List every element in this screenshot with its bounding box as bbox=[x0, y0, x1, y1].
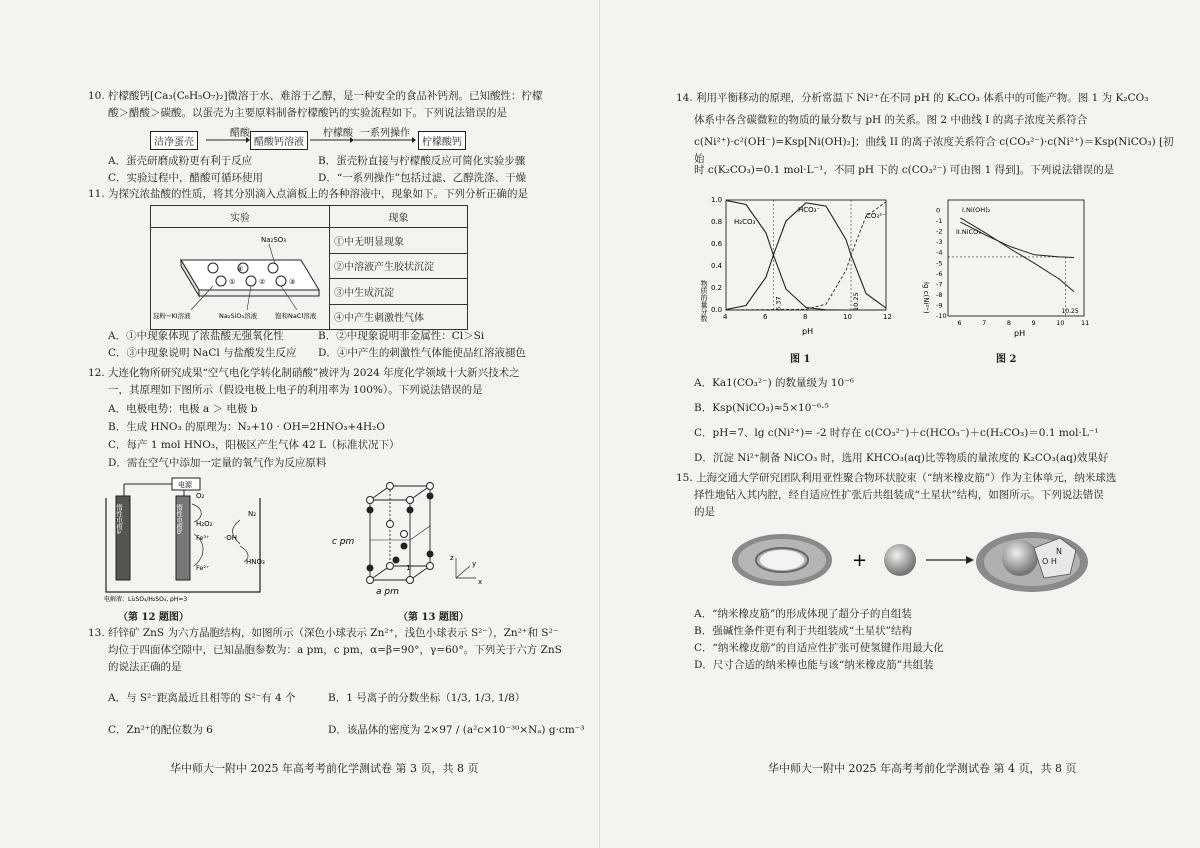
q13-option-b: B．1 号离子的分数坐标（1/3, 1/3, 1/8） bbox=[328, 692, 526, 704]
label-c-pm: c pm bbox=[332, 537, 355, 547]
label-electrode-b: 惰性电极b bbox=[175, 504, 183, 535]
fig2-x-tick: 8 bbox=[1006, 319, 1011, 327]
saturn-assembly-figure bbox=[730, 520, 1090, 600]
nanosphere bbox=[884, 544, 916, 576]
q12-option-c: C．每产 1 mol HNO₃，阳极区产生气体 42 L（标准状况下） bbox=[108, 439, 400, 451]
flow-box-eggshell: 洁净蛋壳 bbox=[150, 131, 198, 150]
label-well-4: ④ bbox=[237, 265, 244, 273]
q13-option-c: C．Zn²⁺的配位数为 6 bbox=[108, 724, 213, 736]
label-axis-x: x bbox=[478, 578, 483, 586]
q15-option-d: D．尺寸合适的纳米棒也能与该“纳米橡皮筋”共组装 bbox=[694, 659, 934, 671]
fig2-y-tick: -5 bbox=[936, 259, 943, 268]
q11-option-a: A．①中现象体现了浓盐酸无强氧化性 bbox=[108, 330, 284, 342]
fig1-y-tick: 0.4 bbox=[711, 262, 723, 270]
q14-option-c: C．pH=7、lg c(Ni²⁺)= -2 时存在 c(CO₃²⁻)＋c(HCO₃⁻)＋c(H₂CO₃)＝0.1 mol·L⁻¹ bbox=[694, 427, 1099, 439]
nanoring-micelle bbox=[732, 534, 832, 586]
fig1-y-tick: 1.0 bbox=[711, 196, 723, 204]
q15-option-c: C．“纳米橡皮筋”的自适应性扩张可使氢键作用最大化 bbox=[694, 642, 944, 654]
fig2-y-tick: -4 bbox=[936, 248, 943, 257]
figure-1-chart bbox=[698, 190, 894, 340]
fig2-y-tick: -1 bbox=[936, 217, 943, 226]
fig1-pka-label: 6.37 bbox=[774, 296, 783, 311]
q14-option-a: A．Ka1(CO₃²⁻) 的数量级为 10⁻⁶ bbox=[694, 377, 854, 389]
q13-stem-3: 的说法正确的是 bbox=[108, 661, 182, 673]
fig2-y-axis-label: lg c(Ni²⁺) bbox=[922, 282, 930, 314]
fig1-pka-label: 10.25 bbox=[852, 292, 860, 311]
label-axis-y: y bbox=[472, 560, 477, 568]
flow-arrow-3 bbox=[354, 136, 416, 144]
label-ion-1: 1 bbox=[406, 564, 411, 572]
electrolysis-figure bbox=[100, 474, 278, 602]
fig2-x-tick: 9 bbox=[1031, 319, 1036, 327]
fig2-plot-frame bbox=[948, 200, 1084, 316]
q15-stem-1: 15. 上海交通大学研究团队利用亚性聚合物环状胶束（“纳米橡皮筋”）作为主体单元，纳米球选 bbox=[676, 472, 1117, 484]
q14-stem-3: c(Ni²⁺)·c²(OH⁻)=Ksp[Ni(OH)₂]；曲线 II 的离子浓度关系符合 c(CO₃²⁻)·c(Ni²⁺)＝Ksp(NiCO₃) [初始 bbox=[694, 136, 1174, 165]
fig1-y-tick: 0.2 bbox=[711, 284, 723, 292]
label-axis-z: z bbox=[450, 554, 454, 562]
q13-stem-1: 13. 纤锌矿 ZnS 为六方晶胞结构，如图所示（深色小球表示 Zn²⁺，浅色小球表示 S²⁻），Zn²⁺和 S²⁻ bbox=[88, 627, 559, 639]
label-o2: O₂ bbox=[196, 492, 205, 500]
fig2-caption: 图 2 bbox=[996, 354, 1017, 365]
fig1-x-tick: 4 bbox=[723, 313, 728, 321]
q12-option-a: A．电极电势：电极 a ＞ 电极 b bbox=[108, 403, 258, 415]
fig1-x-axis-label: pH bbox=[802, 327, 814, 336]
fig2-y-tick: 0 bbox=[936, 206, 941, 215]
label-na2so3: Na₂SO₃ bbox=[261, 236, 287, 244]
q14-option-d: D．沉淀 Ni²⁺制备 NiCO₃ 时，选用 KHCO₃(aq)比等物质的量浓度的 K₂CO₃(aq)效果好 bbox=[694, 452, 1109, 464]
q11-option-c: C．③中现象说明 NaCl 与盐酸发生反应 bbox=[108, 347, 297, 359]
fig1-x-tick: 12 bbox=[883, 313, 892, 321]
svg-text:O H: O H bbox=[1042, 557, 1057, 566]
label-fe3: Fe³⁺ bbox=[196, 534, 210, 542]
fig1-y-tick: 0.0 bbox=[711, 306, 723, 314]
saturn-structure bbox=[976, 532, 1088, 592]
label-well-2: ② bbox=[259, 278, 266, 286]
q13-option-d: D．该晶体的密度为 2×97 / (a²c×10⁻³⁰×Nₐ) g·cm⁻³ bbox=[328, 724, 585, 736]
fig2-label-curve-2: II.NiCO₃ bbox=[956, 228, 981, 236]
q12-stem-1: 12. 大连化物所研究成果“空气电化学转化制硝酸”被评为 2024 年度化学领域十大新兴技术之 bbox=[88, 367, 520, 379]
label-hno3: HNO₃ bbox=[246, 558, 265, 566]
fig2-label-curve-1: I.Ni(OH)₂ bbox=[962, 206, 991, 214]
wurtzite-cell-figure bbox=[330, 480, 490, 600]
figure-2-chart bbox=[922, 190, 1092, 340]
q14-stem-1: 14. 利用平衡移动的原理，分析常温下 Ni²⁺在不同 pH 的 K₂CO₃ 体系中的可能产物。图 1 为 K₂CO₃ bbox=[676, 92, 1149, 104]
fig1-x-tick: 8 bbox=[803, 313, 808, 321]
flow-arrow-1 bbox=[206, 136, 250, 144]
q15-option-b: B．强碱性条件更有利于共组装成“土星状”结构 bbox=[694, 625, 912, 637]
fig1-label-h2co3: H₂CO₃ bbox=[734, 218, 756, 226]
q12-figure-caption: （第 12 题图） bbox=[118, 612, 189, 623]
fig2-x-tick: 10 bbox=[1056, 319, 1065, 327]
fig2-x-axis-label: pH bbox=[1014, 329, 1026, 338]
fig1-y-tick: 0.6 bbox=[711, 240, 723, 248]
fig2-y-tick: -10 bbox=[936, 312, 947, 320]
fig2-y-tick: -8 bbox=[936, 290, 943, 299]
q11-stem: 11. 为探究浓盐酸的性质，将其分别滴入点滴板上的各种溶液中，现象如下。下列分析正确的是 bbox=[88, 188, 529, 200]
fig2-y-tick: -3 bbox=[936, 238, 943, 247]
right-page bbox=[600, 0, 1200, 848]
q11-option-d: D．④中产生的刺激性气体能使品红溶液褪色 bbox=[318, 347, 526, 359]
phenomenon-2: ②中溶液产生胶状沉淀 bbox=[330, 253, 468, 279]
q10-stem-1: 10. 柠檬酸钙[Ca₃(C₆H₅O₇)₂]微溶于水、难溶于乙醇，是一种安全的食品补钙剂。已知酸性：柠檬 bbox=[88, 90, 543, 102]
fig1-x-tick: 6 bbox=[763, 313, 768, 321]
fig2-y-tick: -7 bbox=[936, 280, 943, 289]
q13-option-a: A．与 S²⁻距离最近且相等的 S²⁻有 4 个 bbox=[108, 692, 296, 704]
label-a-pm: a pm bbox=[376, 587, 399, 597]
flow-arrow-2 bbox=[310, 136, 354, 144]
label-oh-radical: ·OH bbox=[224, 534, 237, 542]
q15-stem-2: 择性地钻入其内腔，经自适应性扩张后共组装成“土星状”结构，如图所示。下列说法错误 bbox=[694, 489, 1104, 501]
fig2-y-tick: -6 bbox=[936, 269, 943, 278]
label-fe2: Fe²⁺ bbox=[196, 564, 210, 572]
q14-option-b: B．Ksp(NiCO₃)≈5×10⁻⁶·⁵ bbox=[694, 402, 829, 414]
label-n2: N₂ bbox=[248, 510, 257, 518]
q11-option-b: B．②中现象说明非金属性：Cl＞Si bbox=[318, 330, 485, 342]
q10-option-a: A．蛋壳研磨成粉更有利于反应 bbox=[108, 155, 253, 167]
q13-stem-2: 均位于四面体空隙中，已知晶胞参数为：a pm，c pm，α=β=90°，γ=60°。下列关于六方 ZnS bbox=[108, 644, 562, 656]
label-h2o2: H₂O₂ bbox=[196, 520, 213, 528]
q10-option-d: D．“一系列操作”包括过滤、乙醇洗涤、干燥 bbox=[318, 172, 527, 184]
flow-box-calcium-acetate: 醋酸钙溶液 bbox=[250, 131, 308, 150]
q10-option-c: C．实验过程中，醋酸可循环使用 bbox=[108, 172, 264, 184]
flow-label-citric: 柠檬酸 bbox=[323, 128, 353, 139]
fig2-x-tick: 11 bbox=[1081, 319, 1090, 327]
label-well-3: ③ bbox=[289, 278, 296, 286]
label-well-1: ① bbox=[229, 278, 236, 286]
fig2-y-tick: -9 bbox=[936, 301, 943, 310]
table-header-phenomenon: 现象 bbox=[330, 206, 468, 228]
left-page-footer: 华中师大一附中 2025 年高考考前化学测试卷 第 3 页，共 8 页 bbox=[170, 762, 479, 775]
right-page-footer: 华中师大一附中 2025 年高考考前化学测试卷 第 4 页，共 8 页 bbox=[768, 762, 1077, 775]
phenomenon-1: ①中无明显现象 bbox=[330, 228, 468, 254]
fig2-x-tick: 7 bbox=[982, 319, 987, 327]
q12-stem-2: 一，其原理如下图所示（假设电极上电子的利用率为 100%）。下列说法错误的是 bbox=[108, 384, 483, 396]
label-na2sio3: Na₂SiO₃溶液 bbox=[219, 312, 258, 320]
label-electrode-a: 惰性电极a bbox=[115, 504, 123, 534]
label-electrolyte: 电解液：Li₂SO₄/H₂SO₄, pH=3 bbox=[104, 596, 188, 602]
flow-label-operations: 一系列操作 bbox=[360, 128, 410, 139]
fig2-x-tick: 6 bbox=[957, 319, 962, 327]
flow-label-acetic: 醋酸 bbox=[230, 128, 250, 139]
fig1-y-axis-label: 物质的量分数 bbox=[700, 280, 708, 322]
drop-plate-figure bbox=[151, 228, 330, 330]
q14-stem-4: 时 c(K₂CO₃)=0.1 mol·L⁻¹，不同 pH 下的 c(CO₃²⁻) 可由图 1 得到]。下列说法错误的是 bbox=[694, 164, 1115, 176]
q11-experiment-table bbox=[150, 205, 468, 330]
fig1-label-co3: CO₃²⁻ bbox=[866, 212, 886, 220]
q12-option-b: B．生成 HNO₃ 的原理为：N₂+10 · OH=2HNO₃+4H₂O bbox=[108, 421, 385, 433]
plus-sign: + bbox=[852, 550, 868, 571]
fig1-y-tick: 0.8 bbox=[711, 218, 723, 226]
label-starch-ki: 淀粉−KI溶液 bbox=[153, 312, 191, 320]
phenomenon-4: ④中产生刺激性气体 bbox=[330, 304, 468, 330]
table-header-experiment: 实验 bbox=[151, 206, 330, 228]
fig1-caption: 图 1 bbox=[790, 354, 811, 365]
label-nacl: 饱和NaCl溶液 bbox=[275, 312, 317, 320]
fig2-y-tick: -2 bbox=[936, 227, 943, 236]
q15-stem-3: 的是 bbox=[694, 506, 715, 518]
reaction-arrow bbox=[926, 556, 974, 564]
q10-stem-2: 酸＞醋酸＞碳酸。以蛋壳为主要原料制备柠檬酸钙的实验流程如下。下列说法错误的是 bbox=[108, 107, 507, 119]
fig2-mark-label: 10.25 bbox=[1061, 308, 1079, 315]
flow-box-calcium-citrate: 柠檬酸钙 bbox=[418, 131, 466, 150]
q12-option-d: D．需在空气中添加一定量的氧气作为反应原料 bbox=[108, 457, 327, 469]
q13-figure-caption: （第 13 题图） bbox=[398, 612, 469, 623]
fig1-x-tick: 10 bbox=[843, 313, 852, 321]
fig1-plot-frame bbox=[726, 200, 886, 310]
fig1-series-line bbox=[726, 200, 886, 310]
q10-option-b: B．蛋壳粉直接与柠檬酸反应可简化实验步骤 bbox=[318, 155, 526, 167]
fig1-label-hco3: HCO₃⁻ bbox=[798, 206, 821, 214]
q14-stem-2: 体系中各含碳微粒的物质的量分数与 pH 的关系。图 2 中曲线 I 的离子浓度关系符合 bbox=[694, 114, 1088, 126]
phenomenon-3: ③中生成沉淀 bbox=[330, 279, 468, 305]
svg-text:N: N bbox=[1056, 547, 1062, 556]
label-power-source: 电源 bbox=[178, 481, 192, 489]
q15-option-a: A．“纳米橡皮筋”的形成体现了超分子的自组装 bbox=[694, 608, 912, 620]
